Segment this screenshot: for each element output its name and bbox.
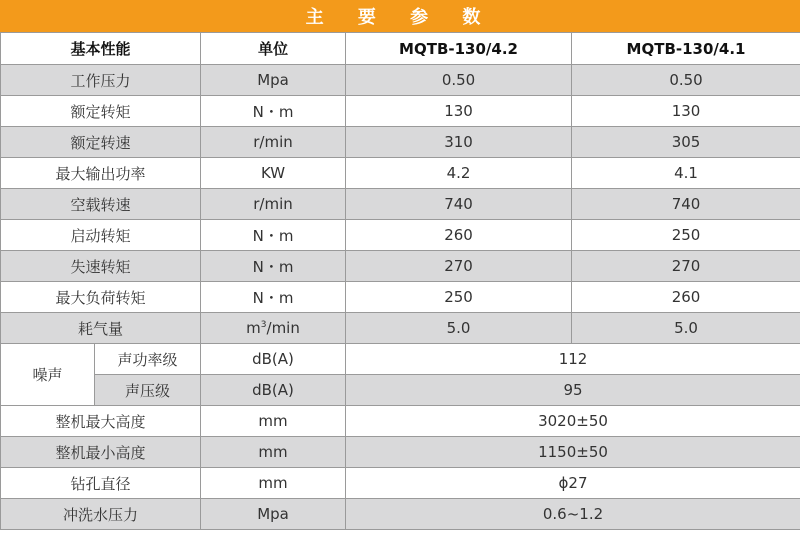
header-model-b: MQTB-130/4.1 xyxy=(572,33,800,65)
header-row xyxy=(1,33,800,65)
param-name: 整机最小高度 xyxy=(1,437,201,468)
value-model-b: 5.0 xyxy=(572,313,800,344)
param-unit: Mpa xyxy=(201,499,346,530)
value-model-a: 130 xyxy=(346,96,572,127)
value-model-b: 305 xyxy=(572,127,800,158)
value-model-b: 260 xyxy=(572,282,800,313)
value-model-a: 740 xyxy=(346,189,572,220)
value-model-b: 740 xyxy=(572,189,800,220)
value-model-a: 250 xyxy=(346,282,572,313)
table-row xyxy=(1,282,800,313)
shared-value: 3020±50 xyxy=(346,406,800,437)
unit-exponent: 3 xyxy=(260,320,267,330)
param-unit: r/min xyxy=(201,189,346,220)
value-model-b: 270 xyxy=(572,251,800,282)
value-model-b: 4.1 xyxy=(572,158,800,189)
unit-base: m xyxy=(246,319,261,337)
table-row xyxy=(1,189,800,220)
value-model-a: 270 xyxy=(346,251,572,282)
value-model-a: 0.50 xyxy=(346,65,572,96)
table-row xyxy=(1,127,800,158)
value-model-b: 250 xyxy=(572,220,800,251)
table-row xyxy=(1,499,800,530)
param-name: 最大输出功率 xyxy=(1,158,201,189)
param-unit: Mpa xyxy=(201,65,346,96)
value-model-b: 0.50 xyxy=(572,65,800,96)
noise-group-label: 噪声 xyxy=(1,344,95,406)
table-row xyxy=(1,468,800,499)
param-unit: mm xyxy=(201,468,346,499)
value-model-a: 4.2 xyxy=(346,158,572,189)
table-row xyxy=(1,96,800,127)
param-unit: dB(A) xyxy=(201,375,346,406)
param-name: 整机最大高度 xyxy=(1,406,201,437)
param-name: 最大负荷转矩 xyxy=(1,282,201,313)
header-model-a: MQTB-130/4.2 xyxy=(346,33,572,65)
param-name: 冲洗水压力 xyxy=(1,499,201,530)
param-name: 额定转速 xyxy=(1,127,201,158)
param-unit: mm xyxy=(201,406,346,437)
param-name: 失速转矩 xyxy=(1,251,201,282)
value-model-b: 130 xyxy=(572,96,800,127)
param-name: 启动转矩 xyxy=(1,220,201,251)
table-row xyxy=(1,406,800,437)
shared-value: 1150±50 xyxy=(346,437,800,468)
param-unit xyxy=(201,313,346,344)
spec-table xyxy=(0,32,800,530)
param-name: 额定转矩 xyxy=(1,96,201,127)
table-row xyxy=(1,251,800,282)
table-row xyxy=(1,437,800,468)
param-unit: KW xyxy=(201,158,346,189)
param-unit: N・m xyxy=(201,96,346,127)
table-row xyxy=(1,65,800,96)
param-name: 声压级 xyxy=(95,375,201,406)
shared-value: 95 xyxy=(346,375,800,406)
table-row xyxy=(1,313,800,344)
value-model-a: 310 xyxy=(346,127,572,158)
param-name: 空载转速 xyxy=(1,189,201,220)
header-performance: 基本性能 xyxy=(1,33,201,65)
value-model-a: 260 xyxy=(346,220,572,251)
shared-value: 0.6~1.2 xyxy=(346,499,800,530)
param-unit: dB(A) xyxy=(201,344,346,375)
header-unit: 单位 xyxy=(201,33,346,65)
param-unit: N・m xyxy=(201,251,346,282)
table-row xyxy=(1,375,800,406)
param-name: 钻孔直径 xyxy=(1,468,201,499)
table-row xyxy=(1,158,800,189)
table-row xyxy=(1,220,800,251)
param-name: 声功率级 xyxy=(95,344,201,375)
shared-value: ϕ27 xyxy=(346,468,800,499)
table-title: 主 要 参 数 xyxy=(0,0,800,32)
param-unit: mm xyxy=(201,437,346,468)
table-row xyxy=(1,344,800,375)
unit-tail: /min xyxy=(266,319,300,337)
value-model-a: 5.0 xyxy=(346,313,572,344)
param-unit: N・m xyxy=(201,220,346,251)
param-name: 工作压力 xyxy=(1,65,201,96)
shared-value: 112 xyxy=(346,344,800,375)
param-unit: N・m xyxy=(201,282,346,313)
param-name: 耗气量 xyxy=(1,313,201,344)
param-unit: r/min xyxy=(201,127,346,158)
